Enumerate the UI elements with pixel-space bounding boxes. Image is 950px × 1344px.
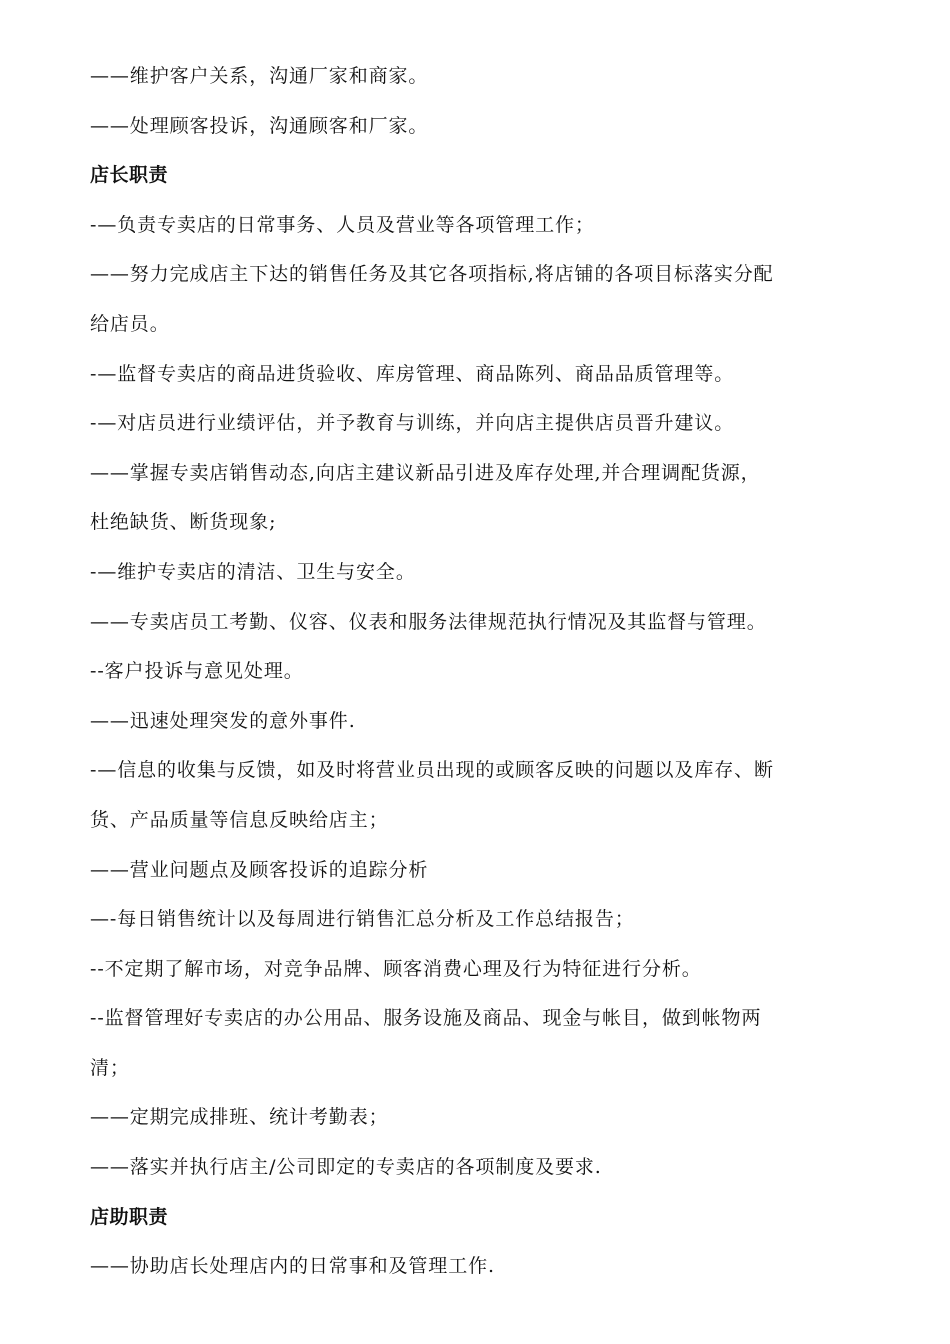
duty-line: ——定期完成排班、统计考勤表； (90, 1106, 389, 1129)
duty-line: ——迅速处理突发的意外事件. (90, 709, 356, 732)
intro-line: ——维护客户关系，沟通厂家和商家。 (90, 65, 429, 87)
duty-line: --客户投诉与意见处理。 (90, 660, 304, 683)
duty-line: 给店员。 (90, 312, 170, 335)
duty-line: 货、产品质量等信息反映给店主； (90, 808, 389, 831)
duty-line: ——专卖店员工考勤、仪容、仪表和服务法律规范执行情况及其监督与管理。 (90, 610, 767, 633)
duty-line: ——努力完成店主下达的销售任务及其它各项指标,将店铺的各项目标落实分配 (90, 263, 774, 286)
duty-line: -—负责专卖店的日常事务、人员及营业等各项管理工作； (90, 213, 595, 236)
duty-line: --监督管理好专卖店的办公用品、服务设施及商品、现金与帐目，做到帐物两 (90, 1007, 762, 1030)
duty-line: ——落实并执行店主/公司即定的专卖店的各项制度及要求. (90, 1156, 602, 1179)
duty-line: --不定期了解市场，对竞争品牌、顾客消费心理及行为特征进行分析。 (90, 957, 702, 980)
duty-line: ——掌握专卖店销售动态,向店主建议新品引进及库存处理,并合理调配货源， (90, 461, 761, 484)
duty-line: -—对店员进行业绩评估，并予教育与训练，并向店主提供店员晋升建议。 (90, 412, 735, 435)
duty-line: 杜绝缺货、断货现象; (90, 511, 277, 534)
section-heading-store-manager: 店长职责 (90, 164, 169, 187)
intro-line: ——处理顾客投诉，沟通顾客和厂家。 (90, 114, 429, 137)
duty-line: ——协助店长处理店内的日常事和及管理工作. (90, 1255, 495, 1278)
duty-line: -—监督专卖店的商品进货验收、库房管理、商品陈列、商品品质管理等。 (90, 362, 735, 385)
section-heading-assistant-manager: 店助职责 (90, 1205, 169, 1228)
duty-line: —-每日销售统计以及每周进行销售汇总分析及工作总结报告； (90, 908, 635, 931)
duty-line: -—信息的收集与反馈，如及时将营业员出现的或顾客反映的问题以及库存、断 (90, 759, 774, 782)
duty-line: 清； (90, 1056, 130, 1079)
duty-line: -—维护专卖店的清洁、卫生与安全。 (90, 560, 416, 583)
duty-line: ——营业问题点及顾客投诉的追踪分析 (90, 858, 429, 881)
